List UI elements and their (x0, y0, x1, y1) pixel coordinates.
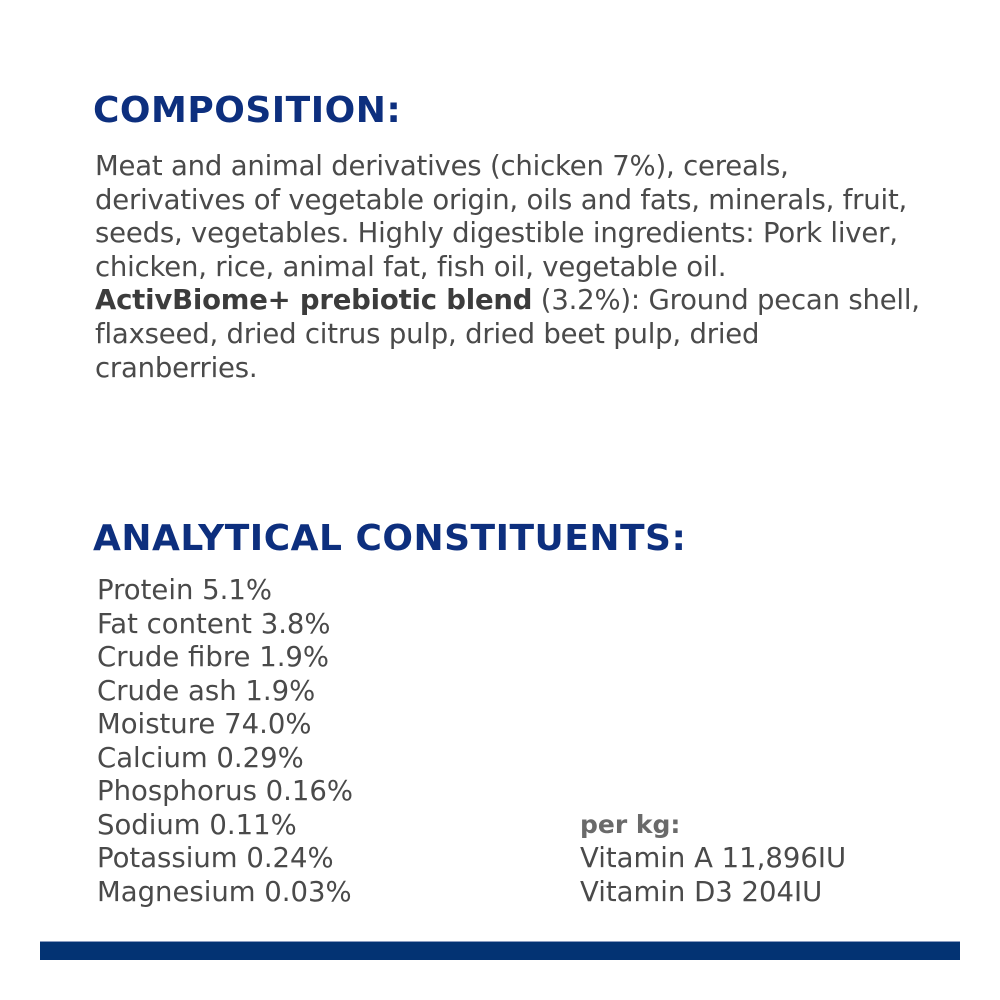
vitamin-item: Vitamin A 11,896IU (580, 842, 847, 874)
composition-text-part2: (3.2%): Ground pecan shell, flaxseed, dried citrus pulp, dried beet pulp, dried cranberries. (95, 284, 920, 384)
analytical-constituents-list (97, 574, 353, 909)
constituent-item: Potassium 0.24% (97, 842, 334, 874)
analytical-constituents-heading: ANALYTICAL CONSTITUENTS: (93, 518, 687, 559)
constituent-item: Crude ash 1.9% (97, 674, 316, 707)
constituent-item: Moisture 74.0% (97, 708, 312, 740)
per-kg-label: per kg: (580, 810, 681, 839)
constituent-item: Crude fibre 1.9% (97, 641, 330, 673)
constituent-item: Calcium 0.29% (97, 741, 304, 774)
constituent-item: Magnesium 0.03% (97, 875, 352, 908)
constituent-item: Protein 5.1% (97, 574, 273, 606)
vitamin-item: Vitamin D3 204IU (580, 875, 823, 908)
prebiotic-blend-label: ActivBiome+ prebiotic blend (95, 284, 533, 317)
composition-text (95, 150, 925, 385)
constituent-item: Sodium 0.11% (97, 808, 297, 841)
footer-bar (40, 941, 960, 960)
composition-heading: COMPOSITION: (93, 90, 402, 131)
constituent-item: Fat content 3.8% (97, 607, 331, 640)
constituent-item: Phosphorus 0.16% (97, 775, 354, 807)
per-kg-block (580, 808, 846, 909)
composition-text-part1: Meat and animal derivatives (chicken 7%), cereals, derivatives of vegetable origin, oils and fats, minerals, fruit, seeds, vegetables. Highly digestible ingredients: Pork liver, chicken, rice, animal fat, fish oil, vegetable oil. (95, 150, 908, 283)
